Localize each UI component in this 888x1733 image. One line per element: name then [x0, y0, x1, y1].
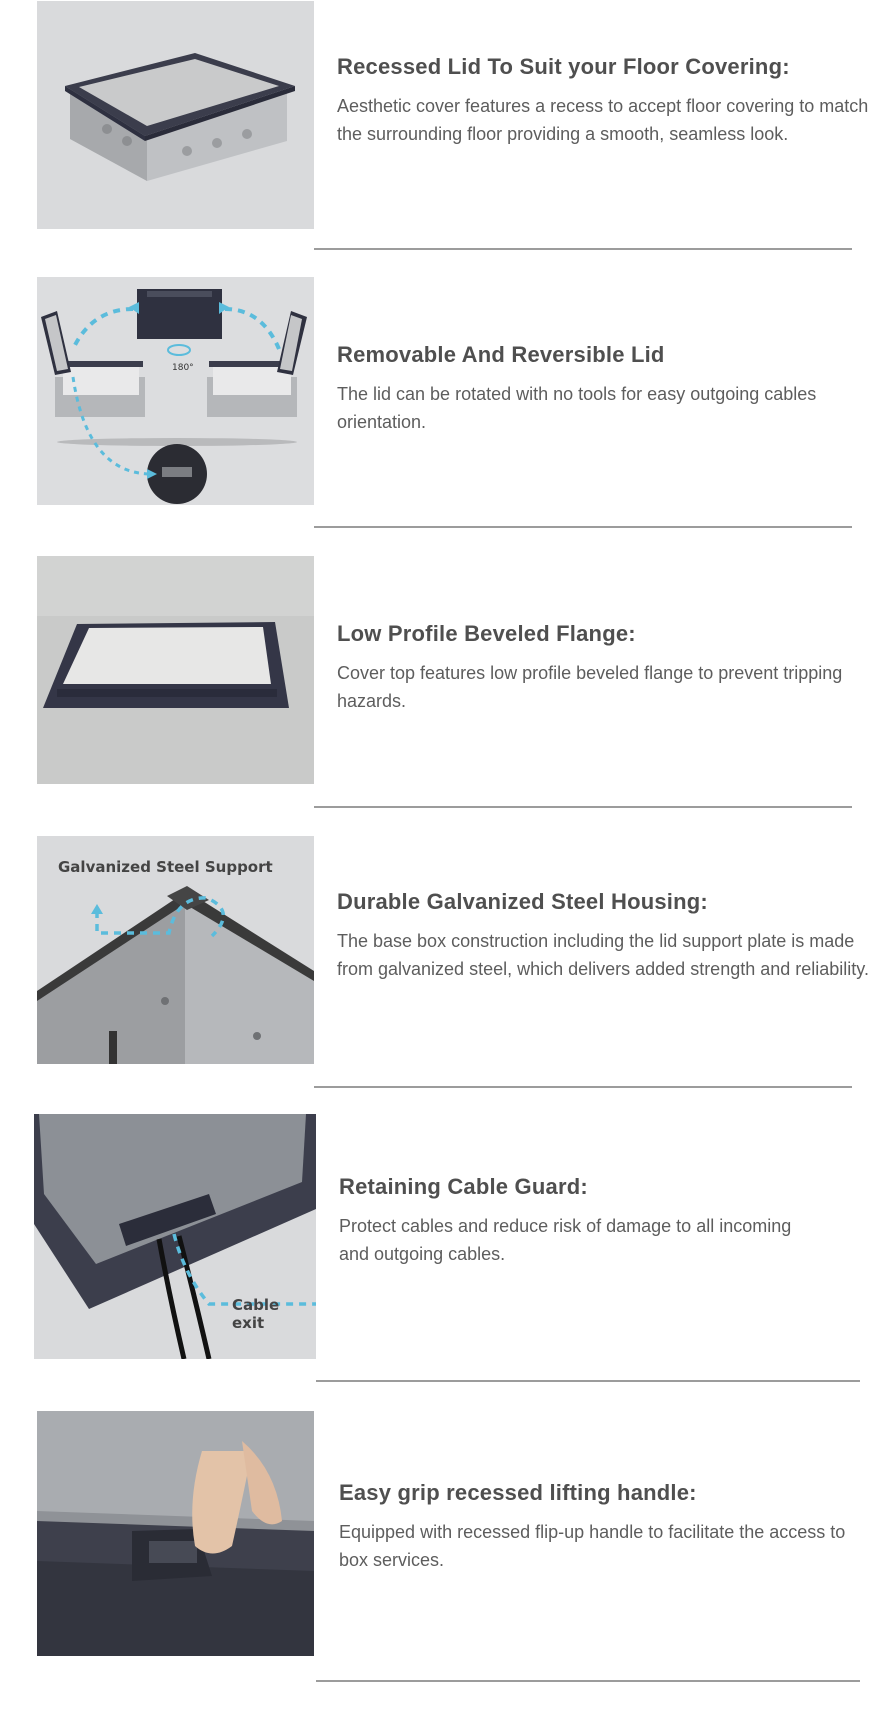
- section-title: Durable Galvanized Steel Housing:: [337, 889, 708, 914]
- section-description: Protect cables and reduce risk of damage to all incoming and outgoing cables.: [339, 1216, 792, 1264]
- section-divider: [316, 1680, 860, 1682]
- section-divider: [314, 526, 852, 528]
- section-description: The lid can be rotated with no tools for easy outgoing cables orientation.: [337, 384, 817, 432]
- floor-box-photo: [37, 1, 314, 229]
- section-divider: [314, 1086, 852, 1088]
- cable-exit-label: Cable exit: [232, 1296, 280, 1332]
- reversible-lid-diagram: [37, 277, 314, 505]
- section-divider: [314, 806, 852, 808]
- flange-photo: [37, 556, 314, 784]
- section-description: Equipped with recessed flip-up handle to facilitate the access to box services.: [339, 1522, 846, 1570]
- section-description: The base box construction including the lid support plate is made from galvanized steel, which delivers added strength and reliability.: [337, 931, 869, 979]
- section-title: Retaining Cable Guard:: [339, 1174, 588, 1199]
- section-description: Aesthetic cover features a recess to accept floor covering to match the surrounding floor providing a smooth, seamless look.: [337, 96, 869, 144]
- section-title: Easy grip recessed lifting handle:: [339, 1480, 697, 1505]
- section-divider: [316, 1380, 860, 1382]
- rotation-label: 180°: [172, 363, 194, 373]
- section-description: Cover top features low profile beveled flange to prevent tripping hazards.: [337, 663, 843, 711]
- cable-guard-photo: [34, 1114, 316, 1359]
- section-title: Recessed Lid To Suit your Floor Covering:: [337, 54, 790, 79]
- lifting-handle-photo: [37, 1411, 314, 1656]
- steel-support-label: Galvanized Steel Support: [58, 858, 273, 876]
- section-title: Removable And Reversible Lid: [337, 342, 665, 367]
- steel-housing-photo: [37, 836, 314, 1064]
- section-title: Low Profile Beveled Flange:: [337, 621, 636, 646]
- section-divider: [314, 248, 852, 250]
